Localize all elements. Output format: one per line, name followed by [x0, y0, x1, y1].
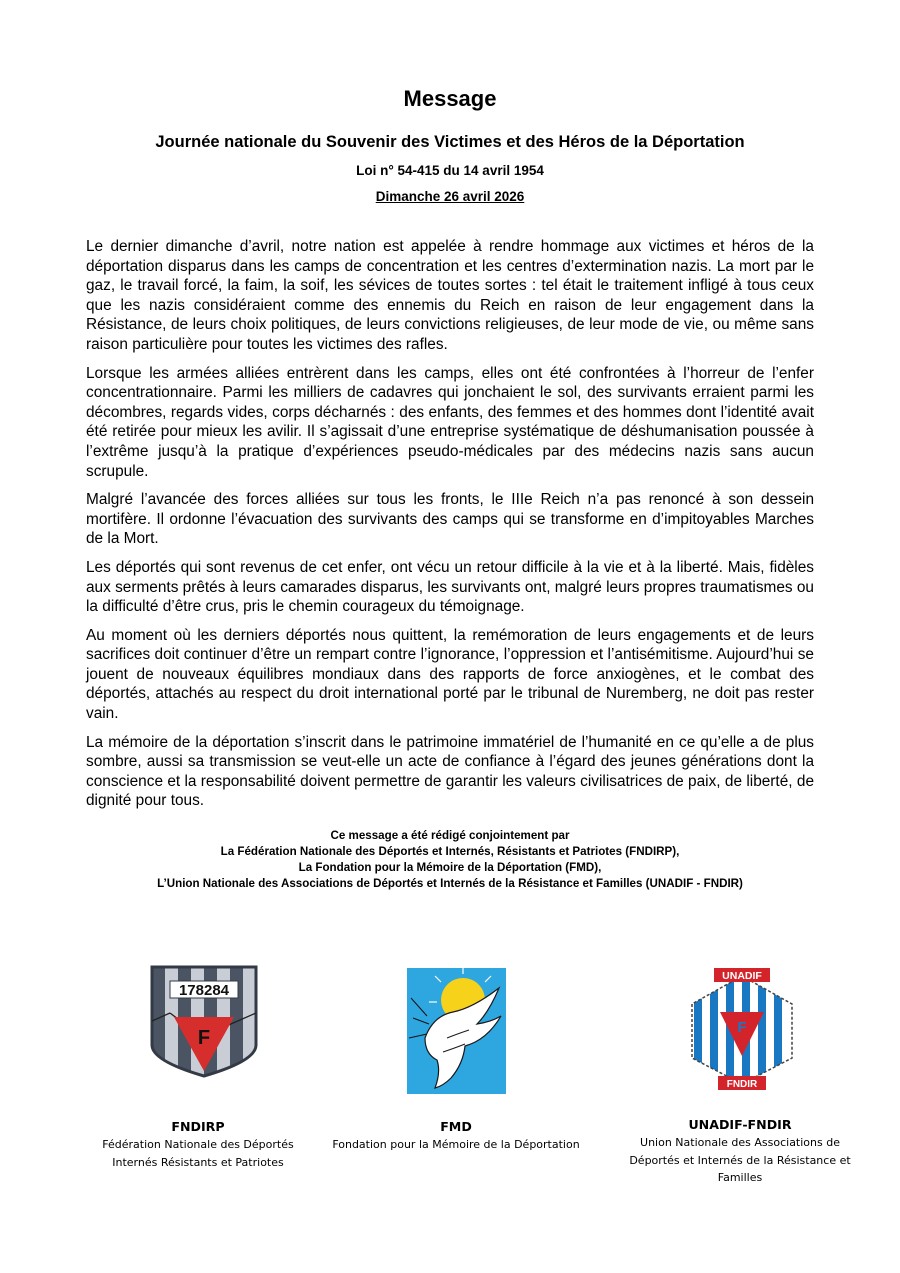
fndirp-shield-icon	[150, 965, 258, 1078]
credits-line: La Fédération Nationale des Déportés et Internés, Résistants et Patriotes (FNDIRP),	[220, 845, 680, 858]
message-body	[86, 237, 814, 820]
page-subtitle: Journée nationale du Souvenir des Victimes et des Héros de la Déportation	[155, 133, 745, 151]
org-abbr: FMD	[440, 1119, 472, 1134]
org-full-name: Familles	[717, 1171, 763, 1184]
org-full-name: Fondation pour la Mémoire de la Déportation	[332, 1138, 580, 1151]
unadif-badge-icon	[680, 966, 804, 1092]
paragraph: Lorsque les armées alliées entrèrent dans les camps, elles ont été confrontées à l’horreur de l’enfer concentrationnaire. Parmi les milliers de cadavres qui jonchaient le sol, des survivants erraient parmi les décombres, regards vides, corps décharnés : des enfants, des femmes et des hommes dont l’identité avait été retirée pour mieux les avilir. Il s’agissait d’une entreprise systématique de déshumanisation poussée à l’extrême jusqu’à la pratique d’expériences pseudo-médicales par des médecins nazis sans aucun scrupule.	[86, 364, 814, 480]
paragraph: Le dernier dimanche d’avril, notre nation est appelée à rendre hommage aux victimes et héros de la déportation disparus dans les camps de concentration et les centres d’extermination nazis. La mort par le gaz, le travail forcé, la faim, la soif, les sévices de toutes sortes : tel était le traitement infligé à tous ceux que les nazis considéraient comme des ennemis du Reich en raison de leur engagement dans la Résistance, de leurs choix politiques, de leurs convictions religieuses, de leur mode de vie, ou même sans raison particulière pour toutes les victimes des rafles.	[86, 238, 814, 353]
org-fndirp	[88, 1118, 308, 1171]
fndirp-logo	[150, 965, 258, 1078]
unadif-bottom-text: FNDIR	[726, 1079, 758, 1090]
fndirp-letter: F	[197, 1027, 211, 1049]
org-unadif	[618, 1116, 862, 1187]
credits-block	[0, 828, 900, 892]
org-full-name: Union Nationale des Associations de	[640, 1136, 840, 1149]
event-date-text: Dimanche 26 avril 2026	[375, 189, 525, 204]
paragraph: Les déportés qui sont revenus de cet enfer, ont vécu un retour difficile à la vie et à la liberté. Mais, fidèles aux serments prêtés à leurs camarades disparus, les survivants ont, malgré leurs propres traumatismes ou la difficulté d’être crus, pris le chemin courageux du témoignage.	[86, 558, 814, 616]
org-abbr: UNADIF-FNDIR	[688, 1117, 792, 1132]
credits-line: L’Union Nationale des Associations de Déportés et Internés de la Résistance et Familles (UNADIF - FNDIR)	[157, 877, 743, 890]
fmd-dove-icon	[407, 968, 506, 1094]
unadif-letter: F	[737, 1019, 747, 1036]
unadif-logo	[680, 966, 804, 1092]
fndirp-number: 178284	[178, 982, 230, 999]
credits-line: Ce message a été rédigé conjointement par	[330, 829, 570, 842]
credits-line: La Fondation pour la Mémoire de la Déportation (FMD),	[298, 861, 602, 874]
unadif-top-text: UNADIF	[722, 970, 762, 982]
paragraph: Malgré l’avancée des forces alliées sur tous les fronts, le IIIe Reich n’a pas renoncé à son dessein mortifère. Il ordonne l’évacuation des survivants des camps qui se transforme en d’impitoyables Marches de la Mort.	[86, 491, 814, 548]
org-full-name: Déportés et Internés de la Résistance et	[629, 1153, 851, 1167]
page-title: Message	[403, 86, 497, 111]
paragraph: La mémoire de la déportation s’inscrit dans le patrimoine immatériel de l’humanité en ce qu’elle a de plus sombre, aussi sa transmission se veut-elle un acte de confiance à l’égard des jeunes générations dont la conscience et la responsabilité doivent permettre de garantir les valeurs civilisatrices de paix, de liberté, de dignité pour tous.	[86, 733, 814, 810]
event-date	[0, 189, 900, 204]
org-abbr: FNDIRP	[171, 1119, 225, 1134]
law-reference: Loi n° 54-415 du 14 avril 1954	[356, 163, 544, 178]
paragraph: Au moment où les derniers déportés nous quittent, la remémoration de leurs engagements et de leurs sacrifices doit continuer d’être un rempart contre l’ignorance, l’oppression et l’antisémitisme. Aujourd’hui se jouent de nouveaux équilibres mondiaux dans des rapports de force anxiogènes, et le combat des déportés, attachés au respect du droit international porté par le tribunal de Nuremberg, ne doit pas rester vain.	[86, 626, 814, 723]
org-full-name: Fédération Nationale des Déportés	[102, 1138, 294, 1151]
fmd-logo	[407, 968, 506, 1094]
org-fmd	[318, 1118, 594, 1154]
org-full-name: Internés Résistants et Patriotes	[112, 1155, 284, 1169]
